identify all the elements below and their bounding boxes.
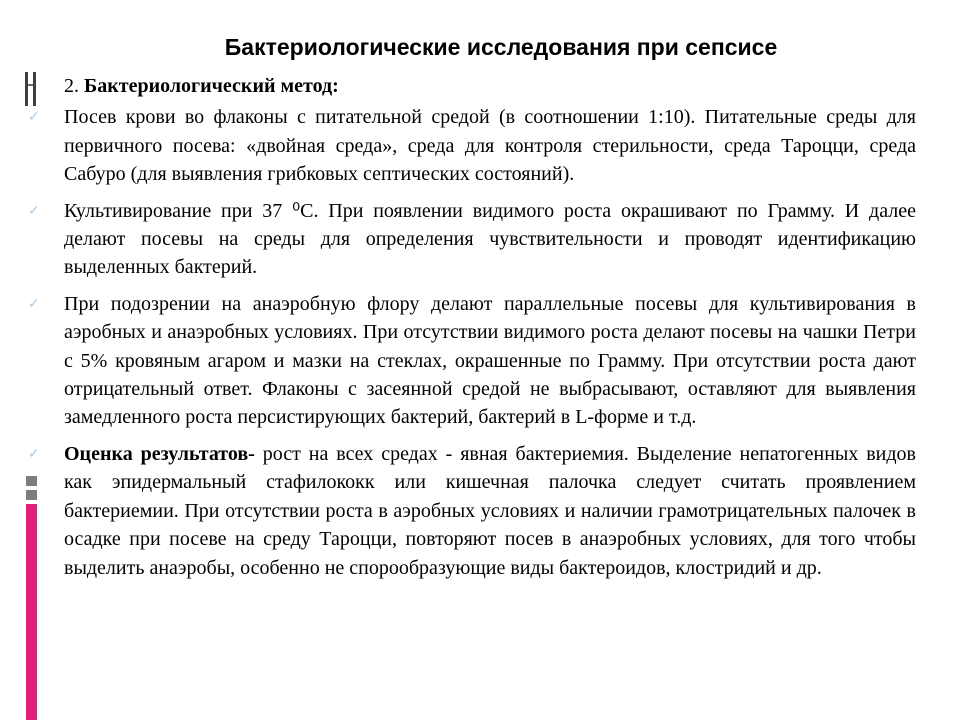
results-heading: Оценка результатов- (64, 442, 255, 465)
list-item (28, 103, 916, 188)
item-text: Культивирование при 37 ⁰С. При появлении видимого роста окрашивают по Грамму. И далее делают посевы на среды для определения чувствительности и проводят идентификацию выделенных бактерий. (64, 199, 916, 279)
edge-decoration-top (33, 72, 36, 106)
list-item-method (64, 72, 916, 100)
slide-content (28, 72, 916, 590)
checkmark-icon: ✓ (28, 445, 40, 462)
item-text: Посев крови во флаконы с питательной средой (в соотношении 1:10). Питательные среды для первичного посева: «двойная среда», среда для контроля стерильности, среда Тароцци, среда Сабуро (для выявления грибковых септических состояний). (64, 106, 916, 186)
edge-decoration-grey (26, 490, 37, 500)
list-item (28, 197, 916, 282)
edge-decoration-top (25, 72, 28, 106)
list-item (28, 440, 916, 582)
item-text: При подозрении на анаэробную флору делают параллельные посевы для культивирования в аэробных и анаэробных условиях. При отсутствии видимого роста делают посевы на чашки Петри с 5% кровяным агаром и мазки на стеклах, окрашенные по Грамму. При отсутствии роста дают отрицательный ответ. Флаконы с засеянной средой не выбрасывают, оставляют для выявления замедленного роста персистирующих бактерий, бактерий в L-форме и т.д. (64, 292, 916, 429)
item-text: рост на всех средах - явная бактериемия. Выделение непатогенных видов как эпидермальный стафилококк или кишечная палочка следует считать проявлением бактериемии. При отсутствии роста в аэробных условиях и наличии грамотрицательных палочек в осадке при посеве на среду Тароцци, повторяют посев в анаэробных условиях, для того чтобы выделить анаэробы, особенно не спорообразующие виды бактероидов, клостридий и др. (64, 442, 916, 579)
method-heading: Бактериологический метод: (84, 75, 339, 97)
checkmark-icon: ✓ (28, 109, 40, 126)
checkmark-icon: ✓ (28, 295, 40, 312)
list-item (28, 290, 916, 432)
slide-title: Бактериологические исследования при сепсисе (224, 34, 778, 60)
item-number: 2. (64, 75, 79, 97)
checkmark-icon: ✓ (28, 202, 40, 219)
edge-decoration-pink (26, 504, 37, 720)
edge-decoration-top-mark (28, 84, 33, 86)
edge-decoration-grey (26, 476, 37, 486)
